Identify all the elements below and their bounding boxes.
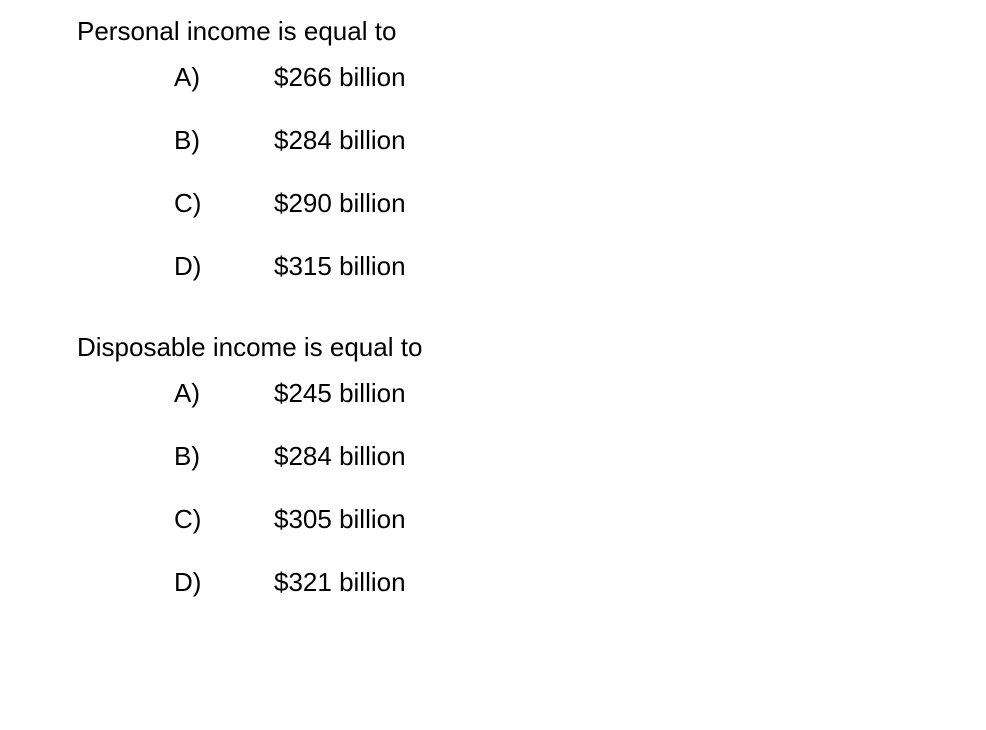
option-text: $305 billion: [274, 504, 406, 534]
option-text: $315 billion: [274, 251, 406, 281]
option-text: $245 billion: [274, 378, 406, 408]
option-letter: D): [174, 567, 202, 597]
option-b: [77, 440, 957, 472]
option-letter: B): [174, 441, 200, 471]
option-text: $321 billion: [274, 567, 406, 597]
option-c: [77, 187, 957, 219]
option-text: $290 billion: [274, 188, 406, 218]
question-stem: Disposable income is equal to: [77, 332, 423, 362]
question-disposable-income: [77, 331, 957, 598]
option-letter: D): [174, 251, 202, 281]
answer-options: [77, 61, 957, 282]
option-a: [77, 61, 957, 93]
option-letter: C): [174, 504, 202, 534]
option-letter: B): [174, 125, 200, 155]
option-d: [77, 250, 957, 282]
option-a: [77, 377, 957, 409]
option-d: [77, 566, 957, 598]
option-text: $266 billion: [274, 62, 406, 92]
option-b: [77, 124, 957, 156]
option-text: $284 billion: [274, 125, 406, 155]
option-text: $284 billion: [274, 441, 406, 471]
question-stem: Personal income is equal to: [77, 16, 397, 46]
question-personal-income: [77, 15, 957, 282]
option-c: [77, 503, 957, 535]
answer-options: [77, 377, 957, 598]
option-letter: A): [174, 62, 200, 92]
option-letter: A): [174, 378, 200, 408]
option-letter: C): [174, 188, 202, 218]
